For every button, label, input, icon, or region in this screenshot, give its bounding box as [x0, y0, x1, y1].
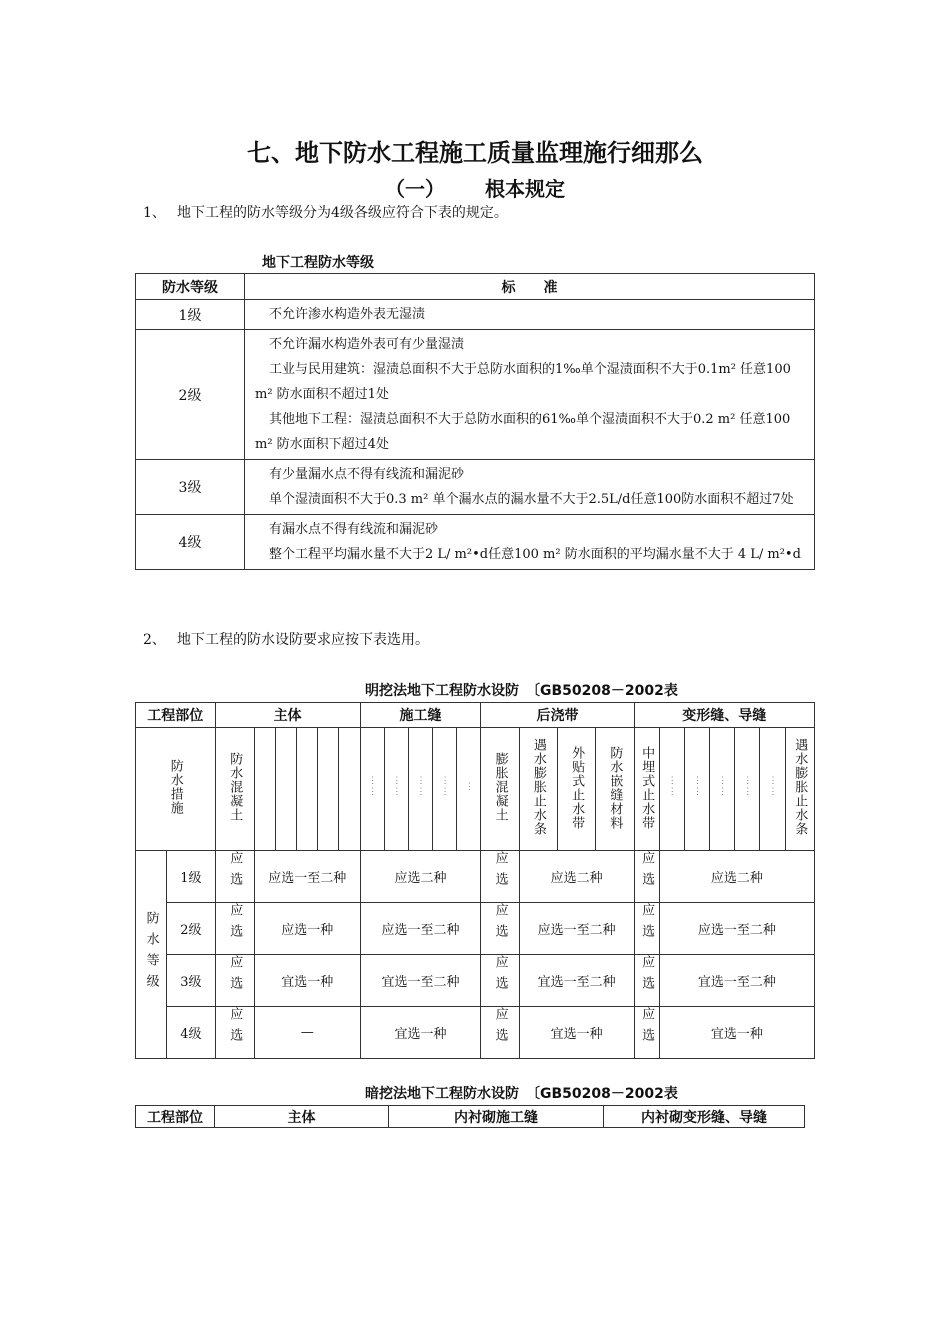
must-select: 应选 [227, 851, 243, 893]
table-row [136, 515, 815, 570]
waterproof-grade-table [135, 273, 815, 570]
must-select: 应选 [227, 955, 243, 997]
standard-line: 其他地下工程：湿渍总面积不大于总防水面积的61‰单个湿渍面积不大于0.2 m² 任意100 m² 防水面积下超过4处 [255, 412, 791, 452]
must-select: 应选 [227, 1007, 243, 1049]
grade-label-cell [136, 851, 167, 1059]
faded-measure: ⋮⋮ [692, 776, 703, 798]
joint-requirement: 宜选一至二种 [360, 955, 481, 1007]
paragraph-text: 地下工程的防水等级分为4级各级应符合下表的规定。 [177, 205, 508, 221]
must-select: 应选 [639, 851, 655, 893]
grade-cell: 4级 [136, 515, 245, 570]
measure-swelling-waterstop: 遇水膨胀止水条 [792, 738, 808, 836]
grade-cell: 2级 [167, 903, 215, 955]
header-grade: 防水等级 [136, 274, 245, 300]
section-title: 根本规定 [485, 177, 565, 201]
deform-requirement: 应选二种 [659, 851, 814, 903]
table-row [136, 851, 815, 903]
deform-requirement: 宜选一至二种 [659, 955, 814, 1007]
table2-caption: 明挖法地下工程防水设防 〔GB50208－2002表 [365, 683, 678, 699]
joint-requirement: 应选一至二种 [360, 903, 481, 955]
must-select: 应选 [639, 955, 655, 997]
measure-sealant: 防水嵌缝材料 [607, 746, 623, 830]
header-lining-deformation-joint: 内衬砌变形缝、导缝 [604, 1106, 805, 1128]
table1-caption: 地下工程防水等级 [262, 255, 374, 271]
table-row [136, 300, 815, 330]
main-requirement: 应选一种 [254, 903, 360, 955]
must-select: 应选 [492, 903, 508, 945]
main-requirement: 宜选一种 [254, 955, 360, 1007]
table-row [136, 1007, 815, 1059]
paragraph-2 [143, 629, 429, 649]
paragraph-1 [143, 202, 508, 222]
mined-defense-table [135, 1105, 805, 1128]
standard-line: 有漏水点不得有线流和漏泥砂 [269, 522, 439, 537]
grade-cell: 3级 [167, 955, 215, 1007]
table-row [136, 460, 815, 515]
table3-caption: 暗挖法地下工程防水设防 〔GB50208－2002表 [365, 1086, 678, 1102]
pour-requirement: 宜选一种 [519, 1007, 634, 1059]
faded-measure: ⋮⋮ [440, 776, 451, 798]
grade-cell: 1级 [167, 851, 215, 903]
joint-requirement: 宜选一种 [360, 1007, 481, 1059]
paragraph-number: 1、 [143, 205, 166, 221]
standard-line: 整个工程平均漏水量不大于2 L/ m²•d任意100 m² 防水面积的平均漏水量不大于 4 L/ m²•d [269, 547, 801, 562]
main-requirement: — [254, 1007, 360, 1059]
faded-measure: ⋮⋮ [767, 776, 778, 798]
measure-embedded-waterstop: 中埋式止水带 [639, 746, 655, 830]
must-select: 应选 [492, 851, 508, 893]
grade-cell: 1级 [136, 300, 245, 330]
header-part: 工程部位 [136, 1106, 215, 1128]
faded-measure: ⋮⋮ [742, 776, 753, 798]
standard-line: 不允许漏水构造外表可有少量湿渍 [269, 337, 465, 352]
faded-measure: ⋮⋮ [367, 776, 378, 798]
grade-cell: 4级 [167, 1007, 215, 1059]
must-select: 应选 [639, 1007, 655, 1049]
section-number: （一） [385, 177, 445, 201]
header-main: 主体 [215, 1106, 389, 1128]
pour-requirement: 应选二种 [519, 851, 634, 903]
table-row [136, 330, 815, 460]
must-select: 应选 [639, 903, 655, 945]
faded-measure: ⋮⋮ [416, 776, 426, 798]
pour-requirement: 宜选一至二种 [519, 955, 634, 1007]
header-lining-construction-joint: 内衬砌施工缝 [389, 1106, 604, 1128]
measure-expansive-concrete: 膨胀混凝土 [492, 752, 508, 822]
standard-line: 单个湿渍面积不大于0.3 m² 单个漏水点的漏水量不大于2.5L/d任意100防水面积不超过7处 [269, 492, 794, 507]
header-part: 工程部位 [136, 703, 216, 728]
must-select: 应选 [492, 1007, 508, 1049]
paragraph-number: 2、 [143, 632, 166, 648]
header-post-pour-strip: 后浇带 [481, 703, 634, 728]
page-title: 七、地下防水工程施工质量监理施行细那么 [247, 139, 703, 167]
main-requirement: 应选一至二种 [254, 851, 360, 903]
faded-measure: ⋮ [464, 781, 475, 793]
deform-requirement: 应选一至二种 [659, 903, 814, 955]
must-select: 应选 [227, 903, 243, 945]
section-heading [0, 173, 950, 202]
standard-line: 不允许渗水构造外表无湿渍 [269, 307, 426, 322]
paragraph-text: 地下工程的防水设防要求应按下表选用。 [177, 632, 429, 648]
table-row [136, 955, 815, 1007]
header-standard: 标 准 [245, 274, 815, 300]
must-select: 应选 [492, 955, 508, 997]
standard-line: 工业与民用建筑：湿渍总面积不大于总防水面积的1‰单个湿渍面积不大于0.1m² 任意100 m² 防水面积不超过1处 [255, 362, 791, 402]
table-row [136, 903, 815, 955]
header-construction-joint: 施工缝 [360, 703, 481, 728]
standard-line: 有少量漏水点不得有线流和漏泥砂 [269, 467, 465, 482]
grade-cell: 2级 [136, 330, 245, 460]
measure-label: 防水措施 [167, 759, 183, 815]
header-main: 主体 [215, 703, 360, 728]
deform-requirement: 宜选一种 [659, 1007, 814, 1059]
measure-swelling-waterstop: 遇水膨胀止水条 [530, 738, 546, 836]
header-deformation-joint: 变形缝、导缝 [634, 703, 814, 728]
grade-cell: 3级 [136, 460, 245, 515]
measure-external-waterstop: 外贴式止水带 [569, 746, 585, 830]
faded-measure: ⋮⋮ [667, 776, 678, 798]
faded-measure: ⋮⋮ [391, 776, 402, 798]
measure-label-cell [136, 728, 216, 851]
open-cut-defense-table [135, 702, 815, 1059]
faded-measure: ⋮⋮ [717, 776, 728, 798]
joint-requirement: 应选二种 [360, 851, 481, 903]
measure-waterproof-concrete: 防水混凝土 [227, 752, 243, 822]
grade-label: 防水等级 [143, 910, 159, 995]
pour-requirement: 应选一至二种 [519, 903, 634, 955]
